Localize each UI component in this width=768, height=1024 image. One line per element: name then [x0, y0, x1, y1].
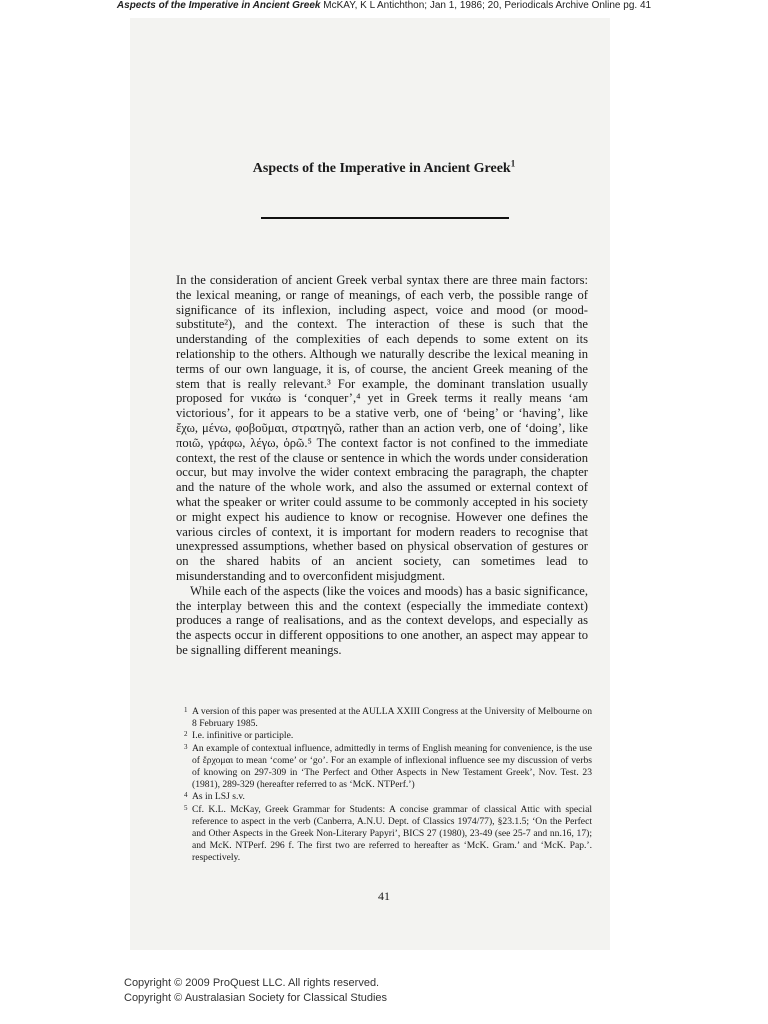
- footnote-number: 5: [184, 803, 188, 812]
- page-number: 41: [378, 889, 390, 903]
- article-body: [176, 273, 588, 658]
- footnote-text: As in LSJ s.v.: [192, 791, 245, 803]
- footnote-2: [184, 730, 592, 742]
- footnote-text: A version of this paper was presented at the AULLA XXIII Congress at the University of Melbourne on 8 February 1985.: [192, 706, 592, 730]
- copyright-notice: [124, 976, 387, 1006]
- footnote-3: [184, 743, 592, 792]
- body-paragraph-2: While each of the aspects (like the voices and moods) has a basic significance, the interplay between this and the context (especially the immediate context) produces a range of realisations, and as the context develops, and especially as the aspects occur in different oppositions to one another, an aspect may appear to be signalling different meanings.: [176, 583, 588, 657]
- footnote-5: [184, 804, 592, 865]
- copyright-line-society: Copyright © Australasian Society for Classical Studies: [124, 992, 388, 1004]
- copyright-line-proquest: Copyright © 2009 ProQuest LLC. All rights reserved.: [124, 977, 380, 989]
- body-paragraph-1: In the consideration of ancient Greek verbal syntax there are three main factors: the lexical meaning, or range of meanings, of each verb, the possible range of significance of its inflexion, including aspect, voice and mood (or mood-substitute²), and the context. The interaction of these is such that the understanding of the complexities of each depends to some extent on its relationship to the others. Although we naturally describe the lexical meaning in terms of our own language, it is, of course, the ancient Greek meaning of the stem that is really relevant.³ For example, the dominant translation usually proposed for νικάω is ‘conquer’,⁴ yet in Greek terms it really means ‘am victorious’, for it appears to be a stative verb, one of ‘being’ or ‘having’, like ἔχω, μένω, φοβοῦμαι, στρατηγῶ, rather than an action verb, one of ‘doing’, like ποιῶ, γράφω, λέγω, ὁρῶ.⁵ The context factor is not confined to the immediate context, the rest of the clause or sentence in which the words under consideration occur, but may involve the wider context embracing the paragraph, the chapter and the nature of the whole work, and also the assumed or external context of what the speaker or writer could assume to be commonly accepted in his society or might expect his audience to know or recognise. However one defines the various circles of context, it is important for modern readers to recognise that unexpressed assumptions, whether based on physical observation of gestures or on the shared habits of an ancient society, can sometimes lead to misunderstanding and to overconfident misjudgment.: [176, 273, 588, 583]
- title-footnote-marker: 1: [510, 158, 516, 169]
- footnote-number: 1: [184, 706, 188, 714]
- footnote-text: I.e. infinitive or participle.: [192, 730, 294, 742]
- footnote-text: Cf. K.L. McKay, Greek Grammar for Students: A concise grammar of classical Attic with special reference to aspect in the verb (Canberra, A.N.U. Dept. of Classics 1974/77), §23.1.5; ‘On the Perfect and Other Aspects in the Greek Non-Literary Papyri’, BICS 27 (1980), 23-49 (see 25-7 and nn.16, 17); and McK. NTPerf. 296 f. The first two are referred to hereafter as ‘McK. Gram.’ and ‘McK. Pap.’. respectively.: [192, 803, 592, 864]
- footnote-4: [184, 791, 592, 803]
- title-rule: [261, 217, 509, 219]
- article-title-text: Aspects of the Imperative in Ancient Greek: [252, 161, 511, 176]
- footnotes: [184, 706, 592, 865]
- footnote-number: 2: [184, 730, 188, 739]
- footnote-1: [184, 706, 592, 730]
- header-citation: McKAY, K L Antichthon; Jan 1, 1986; 20, Periodicals Archive Online pg. 41: [320, 0, 652, 11]
- footnote-text: An example of contextual influence, admittedly in terms of English meaning for convenience, is the use of ἔρχομαι to mean ‘come’ or ‘go’. For an example of inflexional influence see my discussion of verbs of knowing on 297-309 in ‘The Perfect and Other Aspects in New Testament Greek’, Nov. Test. 23 (1981), 289-329 (hereafter referred to as ‘McK. NTPerf.’): [192, 742, 592, 791]
- footnote-number: 4: [184, 791, 188, 800]
- article-title: [0, 160, 768, 178]
- document-header: [0, 0, 768, 12]
- footnote-number: 3: [184, 742, 188, 751]
- header-title: Aspects of the Imperative in Ancient Greek: [116, 0, 321, 11]
